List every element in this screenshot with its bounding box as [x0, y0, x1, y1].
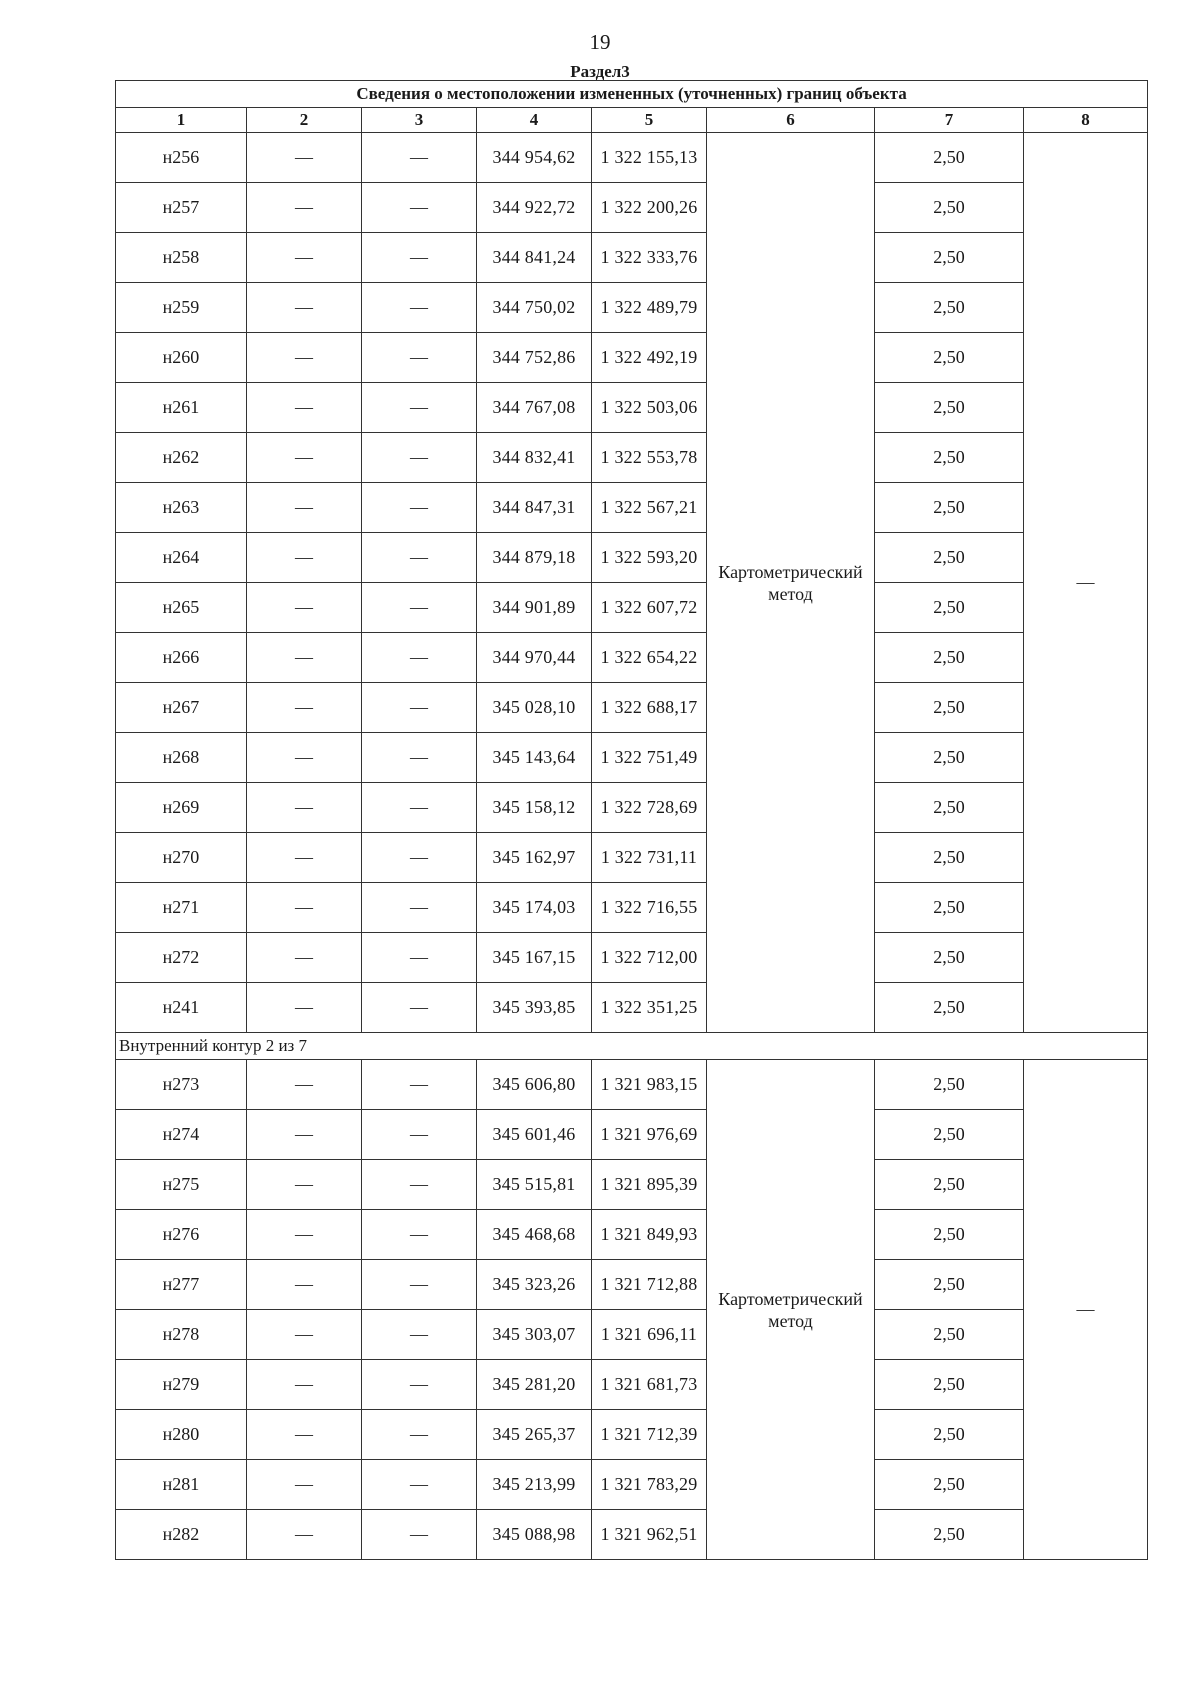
x-coordinate-cell: 345 174,03: [477, 883, 592, 933]
col3-cell: —: [362, 883, 477, 933]
point-name-cell: н261: [116, 383, 247, 433]
table-row: [116, 583, 1148, 633]
accuracy-cell: 2,50: [875, 583, 1024, 633]
point-name-cell: н256: [116, 133, 247, 183]
col3-cell: —: [362, 183, 477, 233]
point-name-cell: н278: [116, 1310, 247, 1360]
table-row: [116, 183, 1148, 233]
accuracy-cell: 2,50: [875, 1310, 1024, 1360]
column-number: 6: [707, 108, 875, 133]
x-coordinate-cell: 344 970,44: [477, 633, 592, 683]
x-coordinate-cell: 345 028,10: [477, 683, 592, 733]
col2-cell: —: [247, 483, 362, 533]
table-caption: Сведения о местоположении измененных (уточненных) границ объекта: [116, 81, 1148, 108]
y-coordinate-cell: 1 322 553,78: [592, 433, 707, 483]
point-name-cell: н279: [116, 1360, 247, 1410]
col3-cell: —: [362, 133, 477, 183]
point-name-cell: н276: [116, 1210, 247, 1260]
col3-cell: —: [362, 1260, 477, 1310]
point-name-cell: н269: [116, 783, 247, 833]
y-coordinate-cell: 1 322 712,00: [592, 933, 707, 983]
point-name-cell: н282: [116, 1510, 247, 1560]
col2-cell: —: [247, 1410, 362, 1460]
col2-cell: —: [247, 1110, 362, 1160]
table-row: [116, 1310, 1148, 1360]
point-name-cell: н274: [116, 1110, 247, 1160]
accuracy-cell: 2,50: [875, 1460, 1024, 1510]
col2-cell: —: [247, 1160, 362, 1210]
y-coordinate-cell: 1 321 712,39: [592, 1410, 707, 1460]
point-name-cell: н280: [116, 1410, 247, 1460]
column-number: 3: [362, 108, 477, 133]
col2-cell: —: [247, 983, 362, 1033]
x-coordinate-cell: 345 158,12: [477, 783, 592, 833]
accuracy-cell: 2,50: [875, 1060, 1024, 1110]
table-caption-row: [116, 81, 1148, 108]
point-name-cell: н258: [116, 233, 247, 283]
table-row: [116, 683, 1148, 733]
col3-cell: —: [362, 483, 477, 533]
page-number: 19: [589, 30, 611, 54]
col3-cell: —: [362, 1160, 477, 1210]
y-coordinate-cell: 1 322 567,21: [592, 483, 707, 533]
point-name-cell: н271: [116, 883, 247, 933]
table-row: [116, 533, 1148, 583]
col2-cell: —: [247, 933, 362, 983]
y-coordinate-cell: 1 321 696,11: [592, 1310, 707, 1360]
accuracy-cell: 2,50: [875, 533, 1024, 583]
column-number: 5: [592, 108, 707, 133]
table-row: [116, 333, 1148, 383]
accuracy-cell: 2,50: [875, 333, 1024, 383]
y-coordinate-cell: 1 321 783,29: [592, 1460, 707, 1510]
col3-cell: —: [362, 933, 477, 983]
col2-cell: —: [247, 783, 362, 833]
col3-cell: —: [362, 783, 477, 833]
col3-cell: —: [362, 333, 477, 383]
table-row: [116, 983, 1148, 1033]
y-coordinate-cell: 1 321 681,73: [592, 1360, 707, 1410]
x-coordinate-cell: 345 162,97: [477, 833, 592, 883]
accuracy-cell: 2,50: [875, 833, 1024, 883]
col3-cell: —: [362, 233, 477, 283]
table-row: [116, 1360, 1148, 1410]
accuracy-cell: 2,50: [875, 1510, 1024, 1560]
col2-cell: —: [247, 833, 362, 883]
accuracy-cell: 2,50: [875, 1110, 1024, 1160]
table-row: [116, 133, 1148, 183]
point-name-cell: н270: [116, 833, 247, 883]
boundary-table: [115, 80, 1148, 1560]
accuracy-cell: 2,50: [875, 883, 1024, 933]
x-coordinate-cell: 345 088,98: [477, 1510, 592, 1560]
point-name-cell: н257: [116, 183, 247, 233]
x-coordinate-cell: 344 954,62: [477, 133, 592, 183]
col3-cell: —: [362, 1310, 477, 1360]
x-coordinate-cell: 345 281,20: [477, 1360, 592, 1410]
col2-cell: —: [247, 1510, 362, 1560]
x-coordinate-cell: 345 323,26: [477, 1260, 592, 1310]
y-coordinate-cell: 1 321 849,93: [592, 1210, 707, 1260]
y-coordinate-cell: 1 322 593,20: [592, 533, 707, 583]
method-cell: Картометрический метод: [707, 133, 875, 1033]
accuracy-cell: 2,50: [875, 1410, 1024, 1460]
accuracy-cell: 2,50: [875, 933, 1024, 983]
y-coordinate-cell: 1 322 155,13: [592, 133, 707, 183]
accuracy-cell: 2,50: [875, 983, 1024, 1033]
section-title: Раздел3: [570, 62, 630, 81]
col2-cell: —: [247, 1460, 362, 1510]
x-coordinate-cell: 345 468,68: [477, 1210, 592, 1260]
point-name-cell: н268: [116, 733, 247, 783]
point-name-cell: н272: [116, 933, 247, 983]
y-coordinate-cell: 1 322 503,06: [592, 383, 707, 433]
y-coordinate-cell: 1 322 751,49: [592, 733, 707, 783]
x-coordinate-cell: 345 606,80: [477, 1060, 592, 1110]
table-row: [116, 1160, 1148, 1210]
y-coordinate-cell: 1 321 712,88: [592, 1260, 707, 1310]
table-row: [116, 433, 1148, 483]
col2-cell: —: [247, 133, 362, 183]
col2-cell: —: [247, 433, 362, 483]
accuracy-cell: 2,50: [875, 433, 1024, 483]
table-row: [116, 1060, 1148, 1110]
y-coordinate-cell: 1 322 688,17: [592, 683, 707, 733]
column-number: 4: [477, 108, 592, 133]
x-coordinate-cell: 344 901,89: [477, 583, 592, 633]
y-coordinate-cell: 1 321 962,51: [592, 1510, 707, 1560]
accuracy-cell: 2,50: [875, 633, 1024, 683]
y-coordinate-cell: 1 321 976,69: [592, 1110, 707, 1160]
x-coordinate-cell: 345 143,64: [477, 733, 592, 783]
point-name-cell: н265: [116, 583, 247, 633]
accuracy-cell: 2,50: [875, 783, 1024, 833]
table-row: [116, 833, 1148, 883]
table-row: [116, 1410, 1148, 1460]
column-number: 8: [1024, 108, 1148, 133]
col3-cell: —: [362, 1510, 477, 1560]
accuracy-cell: 2,50: [875, 1160, 1024, 1210]
column-number: 7: [875, 108, 1024, 133]
accuracy-cell: 2,50: [875, 733, 1024, 783]
y-coordinate-cell: 1 322 351,25: [592, 983, 707, 1033]
col8-cell: —: [1024, 1060, 1148, 1560]
col3-cell: —: [362, 1360, 477, 1410]
point-name-cell: н281: [116, 1460, 247, 1510]
x-coordinate-cell: 344 841,24: [477, 233, 592, 283]
table-row: [116, 633, 1148, 683]
x-coordinate-cell: 344 767,08: [477, 383, 592, 433]
point-name-cell: н241: [116, 983, 247, 1033]
col3-cell: —: [362, 383, 477, 433]
col2-cell: —: [247, 183, 362, 233]
column-number-row: [116, 108, 1148, 133]
col3-cell: —: [362, 1460, 477, 1510]
table-row: [116, 1210, 1148, 1260]
x-coordinate-cell: 344 879,18: [477, 533, 592, 583]
x-coordinate-cell: 345 213,99: [477, 1460, 592, 1510]
y-coordinate-cell: 1 322 607,72: [592, 583, 707, 633]
table-row: [116, 1110, 1148, 1160]
table-row: [116, 1460, 1148, 1510]
accuracy-cell: 2,50: [875, 1360, 1024, 1410]
col2-cell: —: [247, 533, 362, 583]
point-name-cell: н262: [116, 433, 247, 483]
accuracy-cell: 2,50: [875, 683, 1024, 733]
x-coordinate-cell: 344 752,86: [477, 333, 592, 383]
contour-label-row: [116, 1033, 1148, 1060]
col2-cell: —: [247, 583, 362, 633]
col2-cell: —: [247, 1360, 362, 1410]
y-coordinate-cell: 1 322 716,55: [592, 883, 707, 933]
y-coordinate-cell: 1 322 731,11: [592, 833, 707, 883]
accuracy-cell: 2,50: [875, 383, 1024, 433]
x-coordinate-cell: 345 393,85: [477, 983, 592, 1033]
col2-cell: —: [247, 633, 362, 683]
col3-cell: —: [362, 533, 477, 583]
y-coordinate-cell: 1 321 895,39: [592, 1160, 707, 1210]
accuracy-cell: 2,50: [875, 183, 1024, 233]
col2-cell: —: [247, 883, 362, 933]
col2-cell: —: [247, 383, 362, 433]
y-coordinate-cell: 1 322 654,22: [592, 633, 707, 683]
col3-cell: —: [362, 833, 477, 883]
col3-cell: —: [362, 683, 477, 733]
col2-cell: —: [247, 1060, 362, 1110]
col2-cell: —: [247, 1310, 362, 1360]
y-coordinate-cell: 1 322 489,79: [592, 283, 707, 333]
table-row: [116, 1260, 1148, 1310]
x-coordinate-cell: 344 922,72: [477, 183, 592, 233]
col2-cell: —: [247, 333, 362, 383]
table-row: [116, 883, 1148, 933]
col8-cell: —: [1024, 133, 1148, 1033]
table-row: [116, 233, 1148, 283]
point-name-cell: н264: [116, 533, 247, 583]
contour-label: Внутренний контур 2 из 7: [116, 1033, 1148, 1060]
col3-cell: —: [362, 1060, 477, 1110]
point-name-cell: н277: [116, 1260, 247, 1310]
col3-cell: —: [362, 1210, 477, 1260]
accuracy-cell: 2,50: [875, 283, 1024, 333]
point-name-cell: н260: [116, 333, 247, 383]
col3-cell: —: [362, 1110, 477, 1160]
x-coordinate-cell: 344 750,02: [477, 283, 592, 333]
accuracy-cell: 2,50: [875, 1210, 1024, 1260]
x-coordinate-cell: 345 303,07: [477, 1310, 592, 1360]
col3-cell: —: [362, 633, 477, 683]
col3-cell: —: [362, 983, 477, 1033]
col2-cell: —: [247, 1210, 362, 1260]
col3-cell: —: [362, 283, 477, 333]
col2-cell: —: [247, 233, 362, 283]
point-name-cell: н266: [116, 633, 247, 683]
table-row: [116, 1510, 1148, 1560]
table-row: [116, 283, 1148, 333]
table-row: [116, 933, 1148, 983]
accuracy-cell: 2,50: [875, 233, 1024, 283]
col3-cell: —: [362, 583, 477, 633]
accuracy-cell: 2,50: [875, 483, 1024, 533]
col3-cell: —: [362, 733, 477, 783]
col3-cell: —: [362, 1410, 477, 1460]
x-coordinate-cell: 345 167,15: [477, 933, 592, 983]
table-row: [116, 383, 1148, 433]
point-name-cell: н259: [116, 283, 247, 333]
x-coordinate-cell: 345 515,81: [477, 1160, 592, 1210]
y-coordinate-cell: 1 322 728,69: [592, 783, 707, 833]
x-coordinate-cell: 344 832,41: [477, 433, 592, 483]
point-name-cell: н267: [116, 683, 247, 733]
x-coordinate-cell: 344 847,31: [477, 483, 592, 533]
table-row: [116, 483, 1148, 533]
y-coordinate-cell: 1 322 200,26: [592, 183, 707, 233]
y-coordinate-cell: 1 322 492,19: [592, 333, 707, 383]
accuracy-cell: 2,50: [875, 133, 1024, 183]
col2-cell: —: [247, 733, 362, 783]
column-number: 2: [247, 108, 362, 133]
point-name-cell: н273: [116, 1060, 247, 1110]
col2-cell: —: [247, 1260, 362, 1310]
method-cell: Картометрический метод: [707, 1060, 875, 1560]
accuracy-cell: 2,50: [875, 1260, 1024, 1310]
point-name-cell: н275: [116, 1160, 247, 1210]
table-row: [116, 733, 1148, 783]
col2-cell: —: [247, 683, 362, 733]
col3-cell: —: [362, 433, 477, 483]
col2-cell: —: [247, 283, 362, 333]
x-coordinate-cell: 345 265,37: [477, 1410, 592, 1460]
column-number: 1: [116, 108, 247, 133]
y-coordinate-cell: 1 322 333,76: [592, 233, 707, 283]
y-coordinate-cell: 1 321 983,15: [592, 1060, 707, 1110]
x-coordinate-cell: 345 601,46: [477, 1110, 592, 1160]
point-name-cell: н263: [116, 483, 247, 533]
table-row: [116, 783, 1148, 833]
